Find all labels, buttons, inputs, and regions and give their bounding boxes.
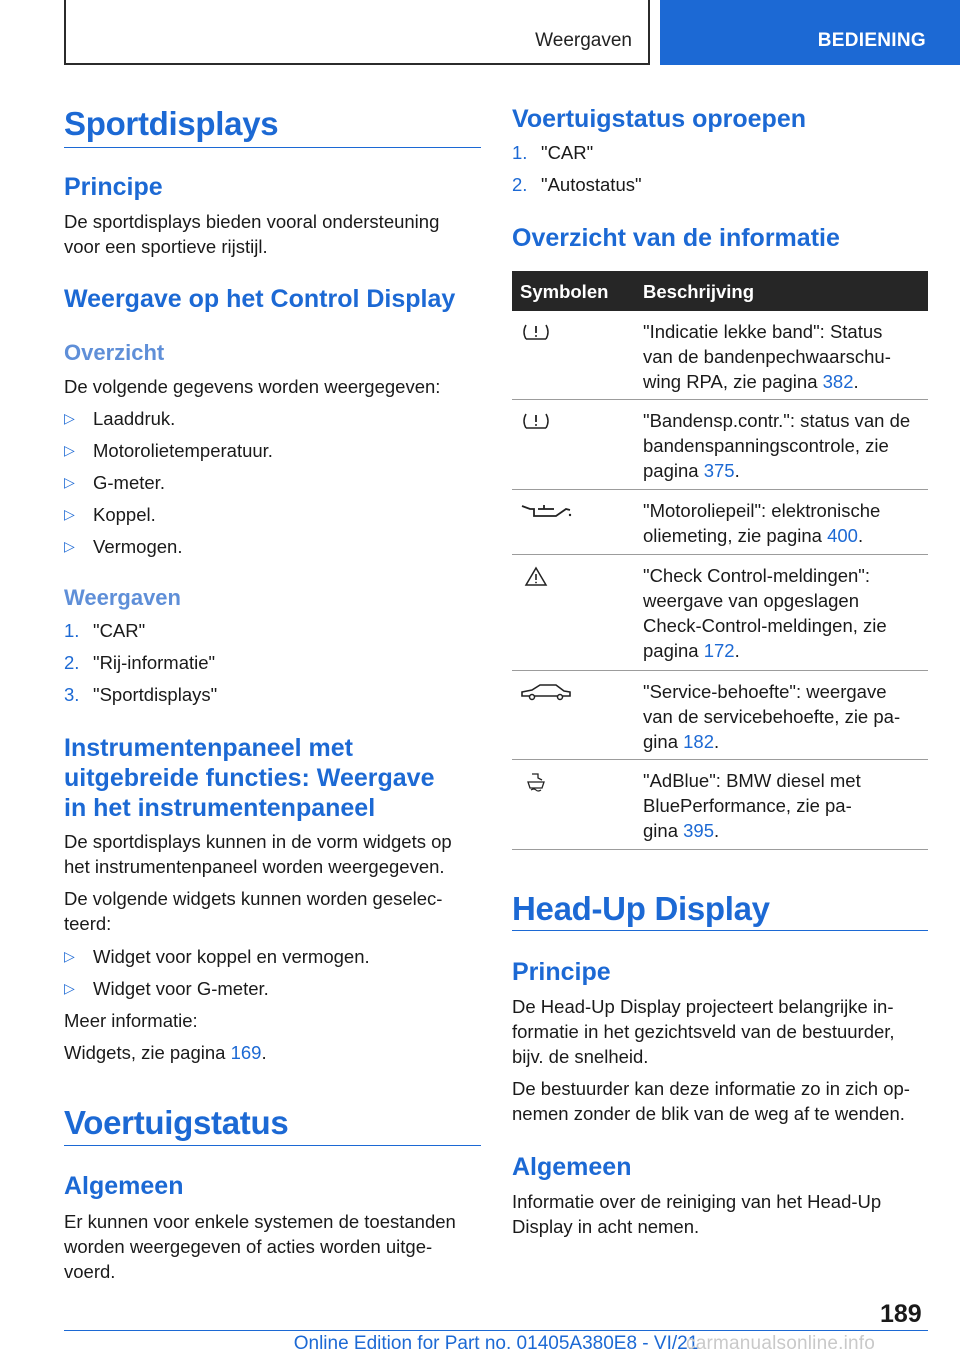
page-link[interactable]: 182 [683,731,714,752]
column-header-beschrijving: Beschrijving [643,281,755,302]
row-description: "AdBlue": BMW diesel met BluePerformance, zie pa- gina 395. [643,770,861,841]
hud-principe-paragraph-2: De bestuurder kan deze informatie zo in zich op- nemen zonder de blik van de weg af te wenden. [512,1078,910,1124]
header-chapter-tab [660,0,960,65]
triangle-bullet-icon: ▷ [64,506,75,522]
heading-hud-algemeen: Algemeen [512,1153,632,1181]
warning-triangle-icon [518,565,554,587]
oil-can-icon [518,500,574,522]
heading-rule [512,930,928,931]
algemeen-paragraph: Er kunnen voor enkele systemen de toestanden worden weergegeven of acties worden uitge- voerd. [64,1211,456,1282]
page-link[interactable]: 375 [703,460,735,481]
table-row [512,671,928,760]
column-header-symbolen: Symbolen [520,281,609,302]
page-number: 189 [880,1300,922,1328]
table-row [512,400,928,490]
hud-algemeen-paragraph: Informatie over de reiniging van het Head-Up Display in acht nemen. [512,1191,882,1237]
heading-voertuigstatus: Voertuigstatus [64,1104,289,1141]
table-row [512,311,928,400]
triangle-bullet-icon: ▷ [64,474,75,490]
page-link[interactable]: 172 [703,640,735,661]
triangle-bullet-icon: ▷ [64,410,75,426]
page-link[interactable]: 395 [683,820,714,841]
heading-head-up-display: Head-Up Display [512,890,770,927]
hud-principe-paragraph: De Head-Up Display projecteert belangrijke in- formatie in het gezichtsveld van de bestuurder, bijv. de snelheid. [512,996,895,1067]
service-car-icon [518,681,574,703]
page-link[interactable]: 169 [230,1042,262,1063]
watermark: carmanualsonline.info [686,1333,876,1354]
heading-weergave-control-display: Weergave op het Control Display [64,285,456,313]
heading-principe: Principe [64,173,163,201]
footer-edition: Online Edition for Part no. 01405A380E8 - VI/21 [293,1333,699,1354]
row-description: "Indicatie lekke band": Status van de bandenpechwaarschu- wing RPA, zie pagina 382. [643,321,891,392]
principe-paragraph: De sportdisplays bieden vooral ondersteuning voor een sportieve rijstijl. [64,211,440,257]
header-chapter-title: BEDIENING [817,30,926,51]
row-description: "Check Control-meldingen": weergave van opgeslagen Check-Control-meldingen, zie pagina 172. [643,565,887,661]
table-row [512,760,928,850]
heading-voertuigstatus-oproepen: Voertuigstatus oproepen [512,105,807,133]
triangle-bullet-icon: ▷ [64,980,75,996]
header-section-box [64,0,650,65]
heading-overzicht: Overzicht [64,340,165,365]
table-row [512,555,928,671]
heading-algemeen: Algemeen [64,1172,184,1200]
row-description: "Bandensp.contr.": status van de bandenspanningscontrole, zie pagina 375. [643,410,911,481]
adblue-icon [518,770,554,792]
meer-informatie-label: Meer informatie: [64,1010,198,1031]
tire-pressure-icon [518,321,554,343]
triangle-bullet-icon: ▷ [64,442,75,458]
heading-rule [64,1145,481,1146]
heading-rule [64,147,481,148]
triangle-bullet-icon: ▷ [64,948,75,964]
page-link[interactable]: 382 [822,371,854,392]
triangle-bullet-icon: ▷ [64,538,75,554]
header-section-title: Weergaven [535,30,632,51]
heading-instrumentenpaneel: Instrumentenpaneel met uitgebreide functies: Weergave in het instrumentenpaneel [64,734,435,822]
overzicht-paragraph: De volgende gegevens worden weergegeven: [64,376,441,397]
instrument-paragraph-2: De volgende widgets kunnen worden geselec- teerd: [64,888,443,934]
widgets-reference: Widgets, zie pagina 169. [64,1042,267,1063]
table-row [512,490,928,555]
footer-rule [64,1330,928,1331]
heading-weergaven: Weergaven [64,585,181,610]
table-header [512,271,928,311]
heading-sportdisplays: Sportdisplays [64,105,279,142]
row-description: "Service-behoefte": weergave van de servicebehoefte, zie pa- gina 182. [643,681,901,752]
page-link[interactable]: 400 [827,525,858,546]
heading-overzicht-informatie: Overzicht van de informatie [512,224,840,252]
row-description: "Motoroliepeil": elektronische oliemeting, zie pagina 400. [643,500,881,546]
heading-hud-principe: Principe [512,958,611,986]
instrument-paragraph-1: De sportdisplays kunnen in de vorm widgets op het instrumentenpaneel worden weergegeven. [64,831,452,877]
tire-pressure-icon [518,410,554,432]
